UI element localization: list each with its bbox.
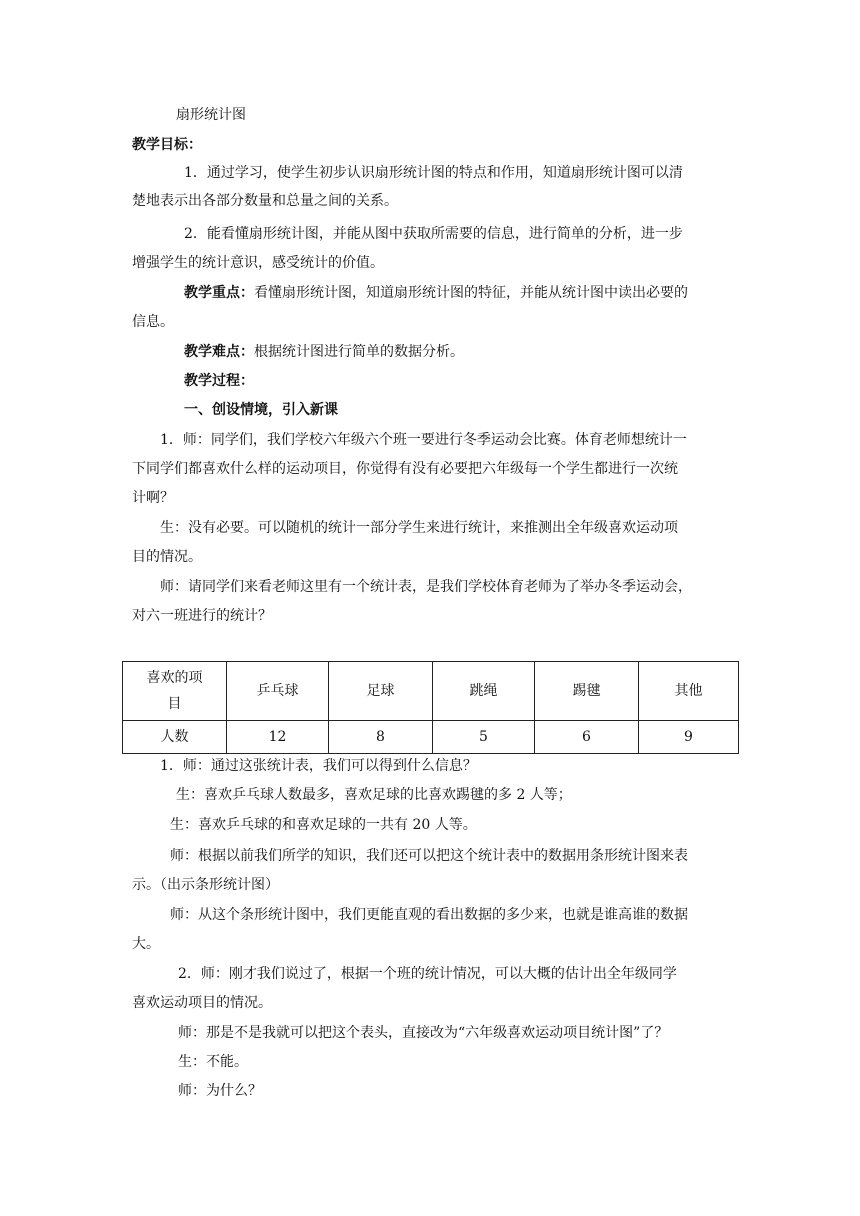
document-title: 扇形统计图 xyxy=(176,107,246,123)
para-1-line-2: 下同学们都喜欢什么样的运动项目，你觉得有没有必要把六年级每一个学生都进行一次统 xyxy=(132,461,678,477)
para-7-line-2: 示。（出示条形统计图） xyxy=(132,877,279,893)
key-points-label: 教学重点： xyxy=(184,285,254,301)
process-label: 教学过程： xyxy=(184,373,254,389)
table-row xyxy=(123,721,739,754)
para-9-line-1: 2．师：刚才我们说过了，根据一个班的统计情况，可以大概的估计出全年级同学 xyxy=(178,966,677,982)
para-7-line-1: 师：根据以前我们所学的知识，我们还可以把这个统计表中的数据用条形统计图来表 xyxy=(170,848,688,864)
section-heading-1: 一、创设情境，引入新课 xyxy=(184,402,338,418)
para-2-line-1: 生：没有必要。可以随机的统计一部分学生来进行统计，来推测出全年级喜欢运动项 xyxy=(160,520,678,536)
statistics-table xyxy=(122,661,739,754)
table-header-cell: 乒乓球 xyxy=(227,662,329,721)
table-row-label: 人数 xyxy=(123,721,227,754)
table-header-cell: 踢毽 xyxy=(535,662,639,721)
key-points-line-2: 信息。 xyxy=(132,314,174,330)
para-11: 生：不能。 xyxy=(178,1054,248,1070)
para-1-line-1: 1．师：同学们，我们学校六年级六个班一要进行冬季运动会比赛。体育老师想统计一 xyxy=(160,432,687,448)
table-cell: 5 xyxy=(433,721,535,754)
goal-1-line-2: 楚地表示出各部分数量和总量之间的关系。 xyxy=(132,193,398,209)
table-header-cell: 其他 xyxy=(639,662,739,721)
difficulty-text: 根据统计图进行简单的数据分析。 xyxy=(254,344,464,360)
table-cell: 9 xyxy=(639,721,739,754)
table-header-row xyxy=(123,662,739,721)
para-4: 1．师：通过这张统计表，我们可以得到什么信息？ xyxy=(160,758,477,774)
table-header-label: 喜欢的项 目 xyxy=(123,662,227,721)
goal-1-line-1: 1．通过学习，使学生初步认识扇形统计图的特点和作用，知道扇形统计图可以清 xyxy=(184,165,683,181)
para-8-line-2: 大。 xyxy=(132,936,160,952)
teaching-goals-label: 教学目标： xyxy=(132,137,202,153)
para-5: 生：喜欢乒乓球人数最多，喜欢足球的比喜欢踢毽的多 2 人等； xyxy=(176,787,572,803)
para-12: 师：为什么？ xyxy=(178,1083,262,1099)
para-1-line-3: 计啊？ xyxy=(132,490,174,506)
para-8-line-1: 师：从这个条形统计图中，我们更能直观的看出数据的多少来，也就是谁高谁的数据 xyxy=(170,907,688,923)
para-3-line-1: 师：请同学们来看老师这里有一个统计表，是我们学校体育老师为了举办冬季运动会， xyxy=(160,579,692,595)
goal-2-line-1: 2．能看懂扇形统计图，并能从图中获取所需要的信息，进行简单的分析，进一步 xyxy=(184,226,683,242)
para-6: 生：喜欢乒乓球的和喜欢足球的一共有 20 人等。 xyxy=(170,817,477,833)
table-cell: 12 xyxy=(227,721,329,754)
table-cell: 8 xyxy=(329,721,433,754)
para-2-line-2: 目的情况。 xyxy=(132,549,202,565)
para-10: 师：那是不是我就可以把这个表头，直接改为“六年级喜欢运动项目统计图”了？ xyxy=(178,1025,669,1041)
goal-2-line-2: 增强学生的统计意识，感受统计的价值。 xyxy=(132,255,384,271)
difficulty-label: 教学难点： xyxy=(184,344,254,360)
table-header-cell: 跳绳 xyxy=(433,662,535,721)
para-3-line-2: 对六一班进行的统计？ xyxy=(132,608,272,624)
key-points-line xyxy=(184,283,688,303)
table-cell: 6 xyxy=(535,721,639,754)
table-header-cell: 足球 xyxy=(329,662,433,721)
difficulty-line xyxy=(184,342,464,362)
key-points-text: 看懂扇形统计图，知道扇形统计图的特征，并能从统计图中读出必要的 xyxy=(254,285,688,301)
para-9-line-2: 喜欢运动项目的情况。 xyxy=(132,995,272,1011)
